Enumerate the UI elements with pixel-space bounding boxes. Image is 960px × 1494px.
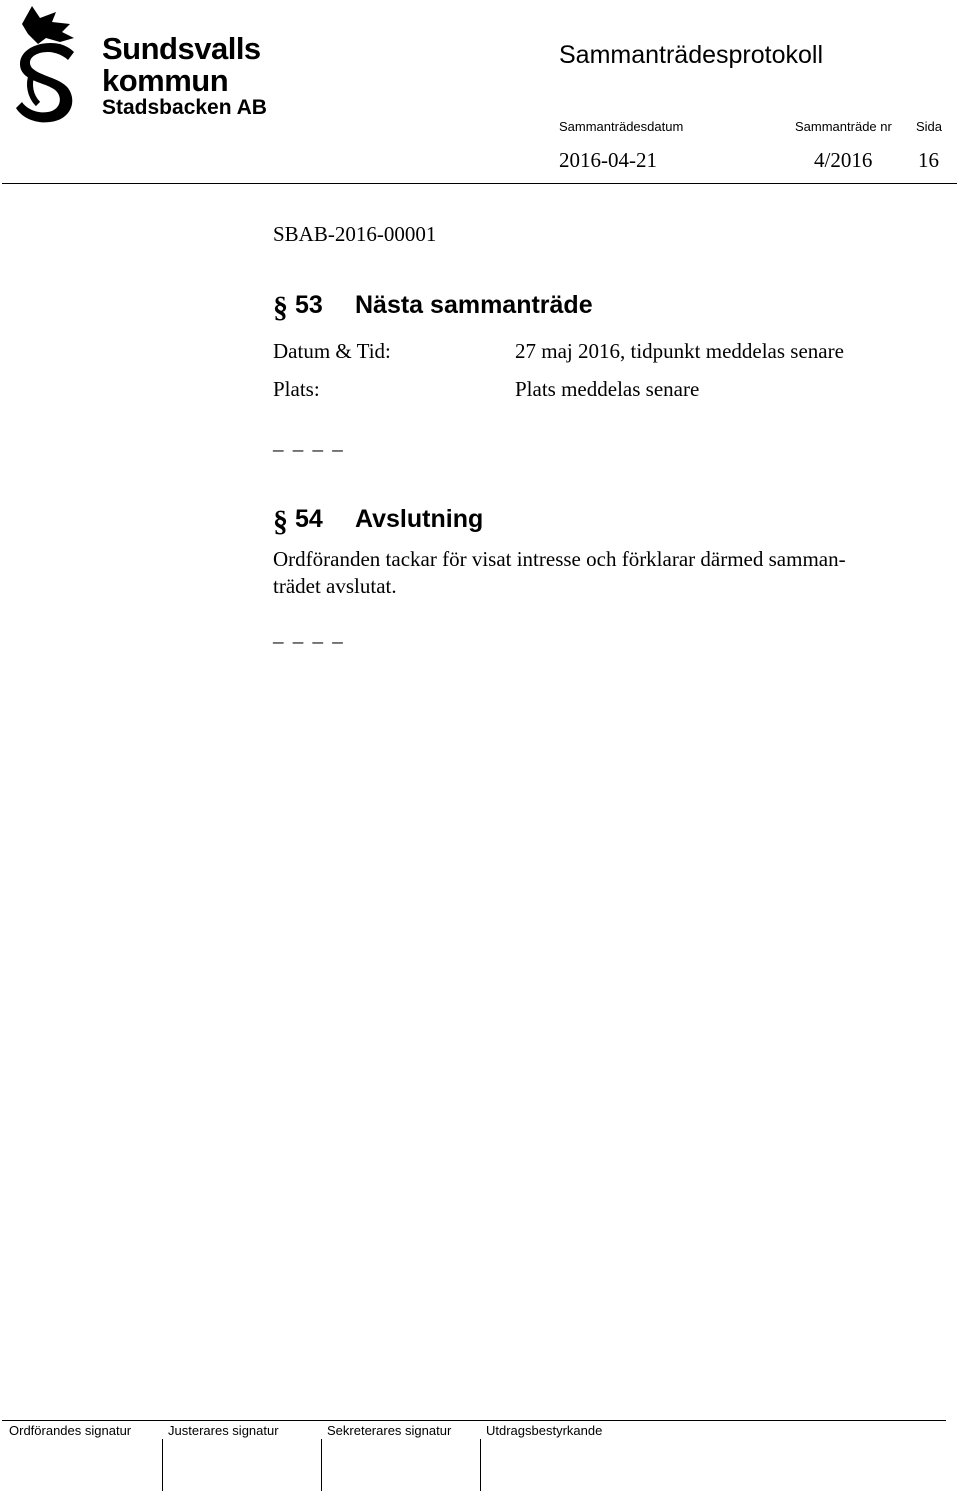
meeting-number-value: 4/2016: [814, 148, 873, 172]
section-separator: _ _ _ _: [273, 622, 345, 646]
place-label: Plats:: [273, 377, 320, 401]
datetime-value: 27 maj 2016, tidpunkt meddelas senare: [515, 339, 844, 363]
datetime-label: Datum & Tid:: [273, 339, 391, 363]
organization-logo: [12, 4, 267, 126]
header-divider: [2, 183, 957, 184]
section-heading-54: [273, 504, 773, 538]
body-text-line: trädet avslutat.: [273, 574, 397, 598]
secretary-signature-label: Sekreterares signatur: [327, 1423, 452, 1438]
meeting-date-value: 2016-04-21: [559, 148, 657, 172]
place-value: Plats meddelas senare: [515, 377, 700, 401]
body-text-line: Ordföranden tackar för visat intresse och förklarar därmed samman-: [273, 547, 846, 571]
signature-divider: [2, 1420, 946, 1421]
section-number: 54: [295, 505, 323, 533]
adjuster-signature-label: Justerares signatur: [168, 1423, 279, 1438]
signature-box-divider: [162, 1439, 163, 1491]
meeting-date-label: Sammanträdesdatum: [559, 119, 684, 134]
section-separator: _ _ _ _: [273, 430, 345, 454]
page-number-value: 16: [918, 148, 939, 172]
logo-name-line3: Stadsbacken AB: [102, 96, 267, 119]
signature-box-divider: [321, 1439, 322, 1491]
paragraph-symbol: §: [273, 291, 288, 324]
signature-box-divider: [480, 1439, 481, 1491]
chair-signature-label: Ordförandes signatur: [9, 1423, 132, 1438]
case-number: SBAB-2016-00001: [273, 222, 437, 246]
section-title: Avslutning: [355, 505, 484, 533]
dragon-s-emblem-icon: [12, 4, 82, 126]
page-label: Sida: [916, 119, 943, 134]
paragraph-symbol: §: [273, 505, 288, 538]
section-heading-53: [273, 290, 773, 324]
meeting-number-label: Sammanträde nr: [795, 119, 892, 134]
section-title: Nästa sammanträde: [355, 291, 593, 319]
extract-certification-label: Utdragsbestyrkande: [486, 1423, 603, 1438]
logo-name-line2: kommun: [102, 63, 229, 98]
section-body-text: [273, 546, 913, 600]
document-title: Sammanträdesprotokoll: [559, 41, 824, 69]
logo-name-line1: Sundsvalls: [102, 31, 261, 66]
section-number: 53: [295, 291, 323, 319]
